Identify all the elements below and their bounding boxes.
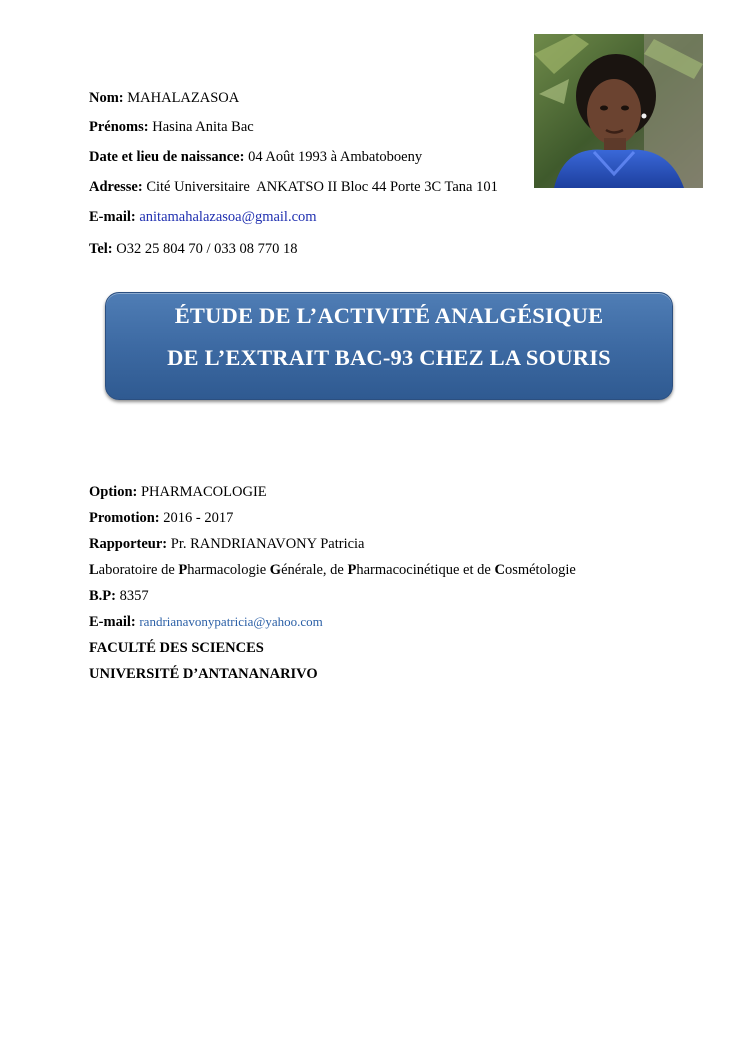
rapporteur-email-line: [89, 613, 323, 631]
university: UNIVERSITÉ D’ANTANANARIVO: [89, 666, 318, 682]
faculty: FACULTÉ DES SCIENCES: [89, 640, 264, 656]
bp-label: B.P:: [89, 588, 116, 604]
lab-initial: L: [89, 562, 99, 578]
tel-line: [89, 240, 298, 258]
option-label: Option:: [89, 484, 138, 500]
promotion-label: Promotion:: [89, 510, 160, 526]
nom-line: [89, 89, 239, 107]
bp-value: 8357: [119, 588, 149, 604]
title-line-1: ÉTUDE DE L’ACTIVITÉ ANALGÉSIQUE: [174, 303, 604, 328]
option-value: PHARMACOLOGIE: [140, 484, 267, 500]
lab-text: osmétologie: [504, 562, 576, 578]
rapporteur-email-label: E-mail:: [89, 614, 136, 630]
tel-value: O32 25 804 70 / 033 08 770 18: [116, 241, 298, 257]
email-link[interactable]: anitamahalazasoa@gmail.com: [139, 209, 317, 225]
lab-initial: P: [178, 562, 188, 578]
promotion-value: 2016 - 2017: [163, 510, 234, 526]
nom-label: Nom:: [89, 90, 124, 106]
email-line: [89, 208, 317, 226]
portrait-illustration: [534, 34, 703, 188]
option-line: [89, 483, 267, 501]
bp-line: [89, 587, 149, 605]
prenoms-value: Hasina Anita Bac: [152, 119, 254, 135]
title-line-2: DE L’EXTRAIT BAC-93 CHEZ LA SOURIS: [167, 345, 611, 370]
lab-initial: G: [269, 562, 282, 578]
promotion-line: [89, 509, 233, 527]
tel-label: Tel:: [89, 241, 113, 257]
adresse-label: Adresse:: [89, 179, 143, 195]
rapporteur-label: Rapporteur:: [89, 536, 168, 552]
naissance-line: [89, 148, 422, 166]
nom-value: MAHALAZASOA: [127, 90, 240, 106]
adresse-line: [89, 178, 498, 196]
lab-text: harmacologie: [187, 562, 270, 578]
adresse-value: Cité Universitaire ANKATSO II Bloc 44 Porte 3C Tana 101: [146, 179, 498, 195]
email-label: E-mail:: [89, 209, 136, 225]
prenoms-label: Prénoms:: [89, 119, 149, 135]
prenoms-line: [89, 118, 254, 136]
laboratory-line: [89, 561, 576, 579]
title-banner: [105, 292, 673, 400]
rapporteur-line: [89, 535, 365, 553]
lab-initial: P: [347, 562, 357, 578]
rapporteur-email-link[interactable]: randrianavonypatricia@yahoo.com: [139, 614, 323, 629]
portrait-photo: [534, 34, 703, 188]
lab-initial: C: [494, 562, 505, 578]
lab-text: harmacocinétique et de: [356, 562, 495, 578]
lab-text: aboratoire de: [98, 562, 179, 578]
rapporteur-value: Pr. RANDRIANAVONY Patricia: [170, 536, 365, 552]
lab-text: énérale, de: [281, 562, 348, 578]
naissance-value: 04 Août 1993 à Ambatoboeny: [248, 149, 423, 165]
naissance-label: Date et lieu de naissance:: [89, 149, 245, 165]
